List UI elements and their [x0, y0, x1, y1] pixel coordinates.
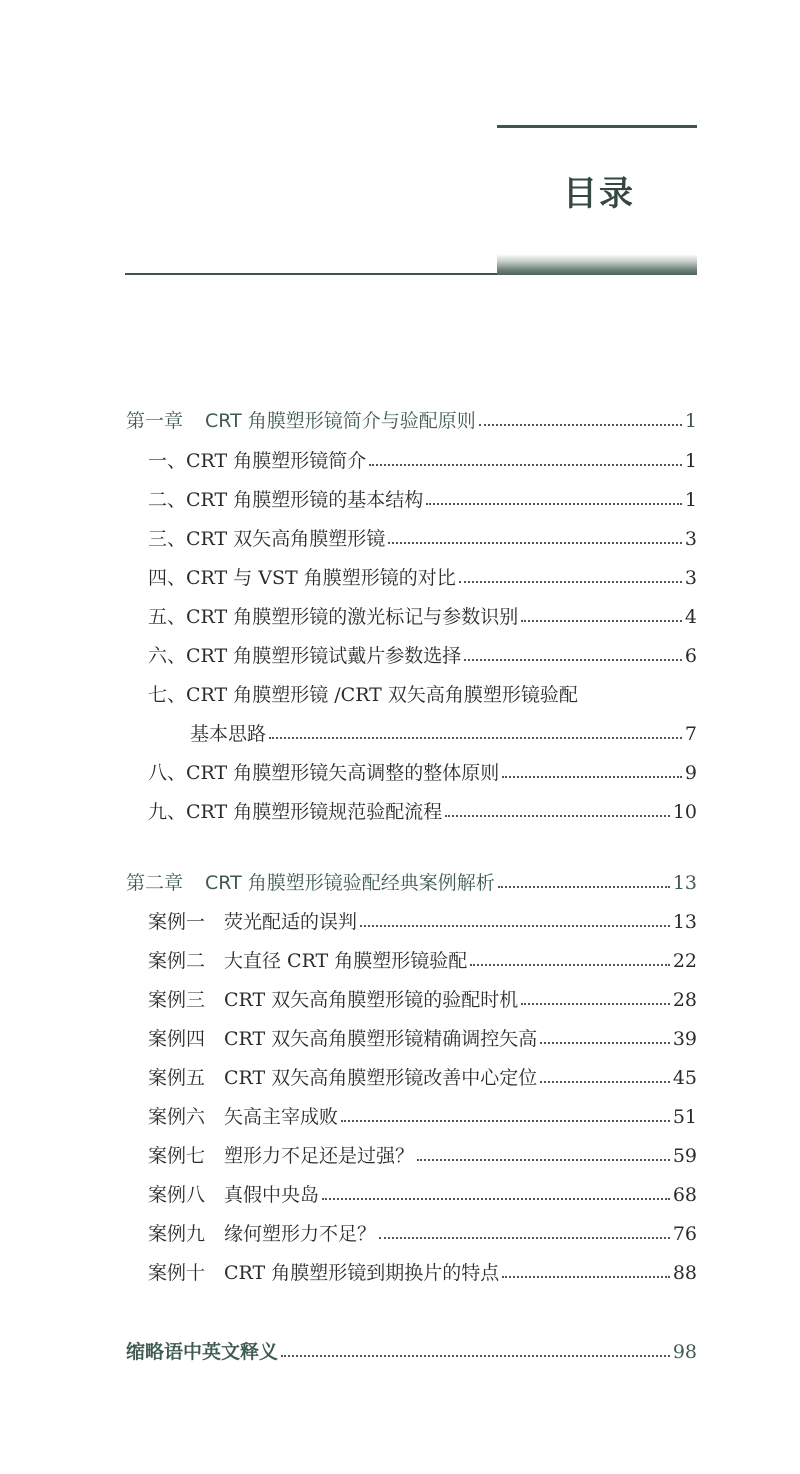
toc-entry-1-7-line-1[interactable] — [148, 682, 578, 708]
entry-page: 76 — [672, 1223, 697, 1245]
entry-label: 二、CRT 角膜塑形镜的基本结构 — [148, 489, 424, 511]
toc-case-9[interactable] — [148, 1221, 697, 1247]
dot-leader — [521, 1003, 670, 1005]
toc-entry-1-2[interactable] — [148, 487, 697, 513]
toc-entry-1-9[interactable] — [148, 799, 697, 825]
dot-leader — [521, 620, 682, 622]
dot-leader — [388, 542, 682, 544]
toc-entry-1-4[interactable] — [148, 565, 697, 591]
dot-leader — [502, 1276, 670, 1278]
dot-leader — [269, 737, 682, 739]
dot-leader — [445, 815, 670, 817]
entry-label: 五、CRT 角膜塑形镜的激光标记与参数识别 — [148, 606, 519, 628]
entry-label: 案例九 缘何塑形力不足？ — [148, 1223, 377, 1245]
chapter-2-page: 13 — [672, 872, 697, 894]
entry-page: 3 — [684, 528, 697, 550]
entry-label: 一、CRT 角膜塑形镜简介 — [148, 450, 367, 472]
toc-entry-1-5[interactable] — [148, 604, 697, 630]
bottom-decorative-rule — [125, 273, 497, 275]
dot-leader — [464, 659, 682, 661]
chapter-1-page: 1 — [684, 410, 697, 432]
toc-entry-1-8[interactable] — [148, 760, 697, 786]
entry-label: 案例三 CRT 双矢高角膜塑形镜的验配时机 — [148, 989, 519, 1011]
entry-page: 4 — [684, 606, 697, 628]
toc-entry-1-3[interactable] — [148, 526, 697, 552]
entry-page: 39 — [672, 1028, 697, 1050]
entry-label-continuation: 基本思路 — [190, 723, 267, 745]
dot-leader — [498, 886, 670, 888]
chapter-1-prefix: 第一章 — [126, 410, 184, 432]
toc-chapter-2[interactable] — [126, 870, 697, 896]
entry-page: 10 — [672, 801, 697, 823]
dot-leader — [470, 964, 670, 966]
entry-page: 88 — [672, 1262, 697, 1284]
entry-label: 案例二 大直径 CRT 角膜塑形镜验配 — [148, 950, 468, 972]
toc-case-3[interactable] — [148, 987, 697, 1013]
toc-entry-1-1[interactable] — [148, 448, 697, 474]
toc-case-5[interactable] — [148, 1065, 697, 1091]
toc-case-4[interactable] — [148, 1026, 697, 1052]
entry-page: 59 — [672, 1145, 697, 1167]
entry-page: 6 — [684, 645, 697, 667]
toc-case-6[interactable] — [148, 1104, 697, 1130]
entry-label: 案例五 CRT 双矢高角膜塑形镜改善中心定位 — [148, 1067, 538, 1089]
chapter-1-title: CRT 角膜塑形镜简介与验配原则 — [205, 410, 476, 432]
entry-label: 案例六 矢高主宰成败 — [148, 1106, 339, 1128]
entry-label: 四、CRT 与 VST 角膜塑形镜的对比 — [148, 567, 456, 589]
toc-case-8[interactable] — [148, 1182, 697, 1208]
bottom-gradient-band — [497, 254, 697, 275]
entry-page: 45 — [672, 1067, 697, 1089]
dot-leader — [540, 1042, 670, 1044]
entry-label: 六、CRT 角膜塑形镜试戴片参数选择 — [148, 645, 462, 667]
chapter-2-title: CRT 角膜塑形镜验配经典案例解析 — [205, 872, 495, 894]
entry-label: 八、CRT 角膜塑形镜矢高调整的整体原则 — [148, 762, 500, 784]
toc-appendix-abbreviations[interactable] — [126, 1339, 697, 1365]
dot-leader — [479, 424, 682, 426]
entry-page: 13 — [672, 911, 697, 933]
entry-page: 1 — [684, 450, 697, 472]
dot-leader — [281, 1355, 670, 1357]
entry-label: 七、CRT 角膜塑形镜 /CRT 双矢高角膜塑形镜验配 — [148, 684, 578, 706]
dot-leader — [426, 503, 682, 505]
entry-label: 九、CRT 角膜塑形镜规范验配流程 — [148, 801, 443, 823]
dot-leader — [322, 1198, 670, 1200]
dot-leader — [540, 1081, 670, 1083]
entry-page: 1 — [684, 489, 697, 511]
entry-label: 案例七 塑形力不足还是过强？ — [148, 1145, 415, 1167]
entry-label: 案例八 真假中央岛 — [148, 1184, 320, 1206]
dot-leader — [360, 925, 670, 927]
appendix-title: 缩略语中英文释义 — [126, 1341, 279, 1363]
dot-leader — [459, 581, 682, 583]
entry-page: 7 — [684, 723, 697, 745]
toc-entry-1-7[interactable] — [190, 721, 697, 747]
toc-case-10[interactable] — [148, 1260, 697, 1286]
entry-page: 9 — [684, 762, 697, 784]
entry-label: 三、CRT 双矢高角膜塑形镜 — [148, 528, 386, 550]
entry-page: 3 — [684, 567, 697, 589]
appendix-page: 98 — [672, 1341, 697, 1363]
entry-page: 51 — [672, 1106, 697, 1128]
chapter-2-prefix: 第二章 — [126, 872, 184, 894]
top-decorative-rule — [497, 125, 697, 128]
dot-leader — [341, 1120, 670, 1122]
entry-label: 案例一 荧光配适的误判 — [148, 911, 358, 933]
entry-page: 22 — [672, 950, 697, 972]
page-title: 目录 — [563, 174, 635, 214]
entry-page: 28 — [672, 989, 697, 1011]
toc-case-7[interactable] — [148, 1143, 697, 1169]
dot-leader — [369, 464, 682, 466]
toc-entry-1-6[interactable] — [148, 643, 697, 669]
dot-leader — [502, 776, 682, 778]
toc-case-2[interactable] — [148, 948, 697, 974]
entry-label: 案例十 CRT 角膜塑形镜到期换片的特点 — [148, 1262, 500, 1284]
entry-page: 68 — [672, 1184, 697, 1206]
dot-leader — [417, 1159, 670, 1161]
toc-case-1[interactable] — [148, 909, 697, 935]
dot-leader — [379, 1237, 670, 1239]
entry-label: 案例四 CRT 双矢高角膜塑形镜精确调控矢高 — [148, 1028, 538, 1050]
toc-chapter-1[interactable] — [126, 408, 697, 434]
